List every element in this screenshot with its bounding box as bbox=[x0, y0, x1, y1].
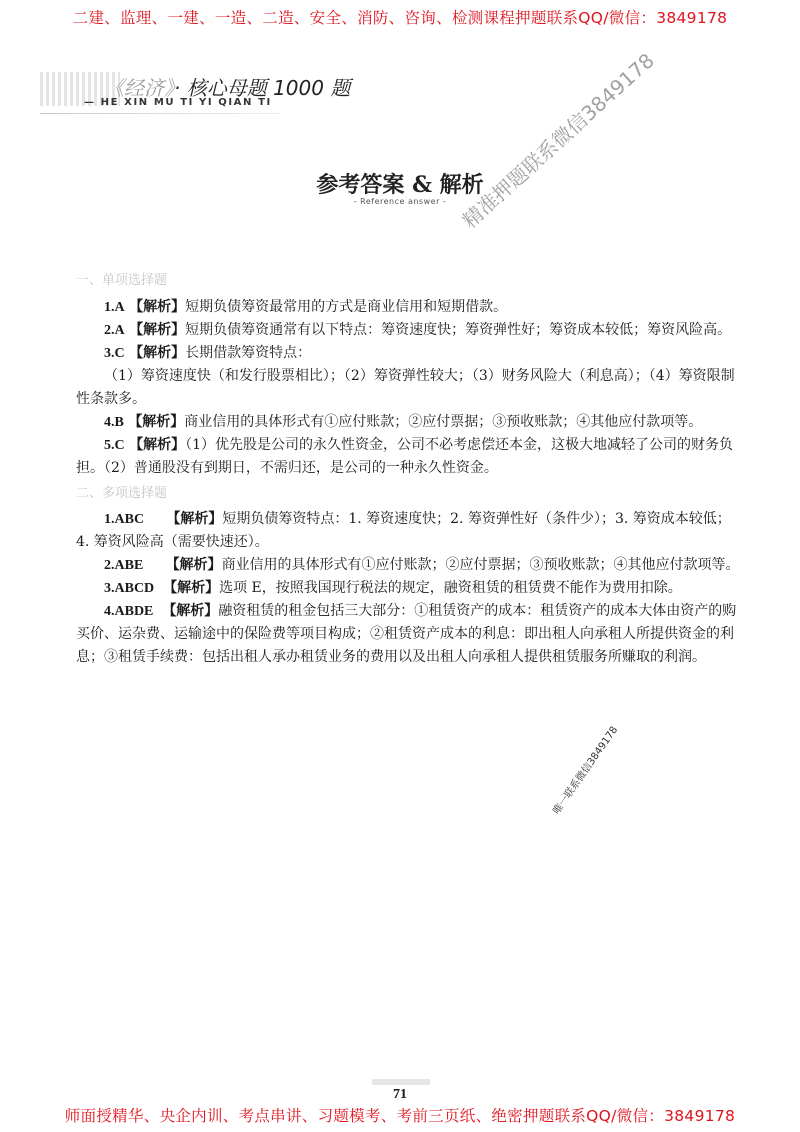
multi-choice-heading: 二、多项选择题 bbox=[76, 486, 168, 501]
answer-text: 融资租赁的租金包括三大部分：①租赁资产的成本：租赁资产的成本大体由资产的购买价、运杂费、运输途中的保险费等项目构成；②租赁资产成本的利息：即出租人向承租人所提供资金的利息；③租赁手续费：包括出租人承办租赁业务的费用以及出租人向承租人提供租赁服务所赚取的利润。 bbox=[76, 603, 737, 665]
answer-text: （1）优先股是公司的永久性资金，公司不必考虑偿还本金，这极大地减轻了公司的财务负担。（2）普通股没有到期日，不需归还，是公司的一种永久性资金。 bbox=[76, 437, 733, 476]
answer-text: （1）筹资速度快（和发行股票相比）；（2）筹资弹性较大；（3）财务风险大（利息高）；（4）筹资限制性条款多。 bbox=[76, 368, 735, 407]
analysis-tag: 【解析】 bbox=[129, 299, 186, 315]
analysis-tag: 【解析】 bbox=[129, 322, 186, 338]
answer-text: 短期负债筹资特点：1. 筹资速度快；2. 筹资弹性好（条件少）；3. 筹资成本较低；4. 筹资风险高（需要快速还）。 bbox=[76, 511, 731, 550]
top-promo-banner: 二建、监理、一建、一造、二造、安全、消防、咨询、检测课程押题联系QQ/微信：3849178 bbox=[72, 9, 728, 27]
section-subtitle: - Reference answer - bbox=[353, 197, 447, 206]
analysis-tag: 【解析】 bbox=[128, 414, 185, 430]
multi-choice-answers bbox=[76, 508, 740, 669]
single-choice-answers bbox=[76, 296, 740, 480]
answer-text: 选项 E，按照我国现行税法的规定，融资租赁的租赁费不能作为费用扣除。 bbox=[219, 580, 682, 596]
book-title-subject: 《经济》 bbox=[104, 76, 174, 100]
answer-item bbox=[76, 600, 740, 669]
footer-decoration bbox=[372, 1079, 430, 1085]
analysis-tag: 【解析】 bbox=[165, 557, 222, 573]
answer-text: 短期负债筹资通常有以下特点：筹资速度快；筹资弹性好；筹资成本较低；筹资风险高。 bbox=[185, 322, 732, 338]
answer-item-continuation bbox=[76, 365, 740, 411]
analysis-tag: 【解析】 bbox=[163, 580, 220, 596]
answer-item bbox=[76, 411, 740, 434]
answer-item bbox=[76, 577, 740, 600]
answer-item bbox=[76, 508, 740, 554]
answer-text: 长期借款筹资特点： bbox=[185, 345, 312, 361]
answer-number: 1.A bbox=[104, 300, 125, 315]
analysis-tag: 【解析】 bbox=[129, 345, 186, 361]
answer-number: 5.C bbox=[104, 438, 125, 453]
answer-number: 3.C bbox=[104, 346, 125, 361]
single-choice-heading: 一、单项选择题 bbox=[76, 273, 168, 288]
answer-number: 2.A bbox=[104, 323, 125, 338]
analysis-tag: 【解析】 bbox=[166, 511, 223, 527]
watermark-diagonal: 精准押题联系微信3849178 bbox=[457, 48, 659, 233]
answer-number: 3.ABCD bbox=[104, 581, 155, 596]
answer-item bbox=[76, 434, 740, 480]
answer-number: 4.B bbox=[104, 415, 124, 430]
answer-item bbox=[76, 319, 740, 342]
section-title: 参考答案 & 解析 bbox=[316, 172, 484, 198]
answer-number: 4.ABDE bbox=[104, 604, 154, 619]
book-title-name: · 核心母题 1000 题 bbox=[174, 76, 351, 100]
bottom-promo-banner: 师面授精华、央企内训、考点串讲、习题模考、考前三页纸、绝密押题联系QQ/微信：3849178 bbox=[64, 1107, 736, 1125]
book-title-pinyin: — HE XIN MU TI YI QIAN TI bbox=[84, 97, 272, 108]
answer-number: 1.ABC bbox=[104, 512, 145, 527]
answer-item bbox=[76, 554, 740, 577]
analysis-tag: 【解析】 bbox=[129, 437, 186, 453]
page-number: 71 bbox=[393, 1087, 407, 1102]
header-rule bbox=[40, 113, 280, 114]
answer-text: 商业信用的具体形式有①应付账款；②应付票据；③预收账款；④其他应付款项等。 bbox=[221, 557, 740, 573]
answer-text: 商业信用的具体形式有①应付账款；②应付票据；③预收账款；④其他应付款项等。 bbox=[184, 414, 703, 430]
answer-item bbox=[76, 296, 740, 319]
answer-number: 2.ABE bbox=[104, 558, 144, 573]
answer-text: 短期负债筹资最常用的方式是商业信用和短期借款。 bbox=[185, 299, 508, 315]
watermark-contact: 唯一联系微信3849178 bbox=[551, 724, 621, 817]
answer-item bbox=[76, 342, 740, 365]
analysis-tag: 【解析】 bbox=[162, 603, 219, 619]
